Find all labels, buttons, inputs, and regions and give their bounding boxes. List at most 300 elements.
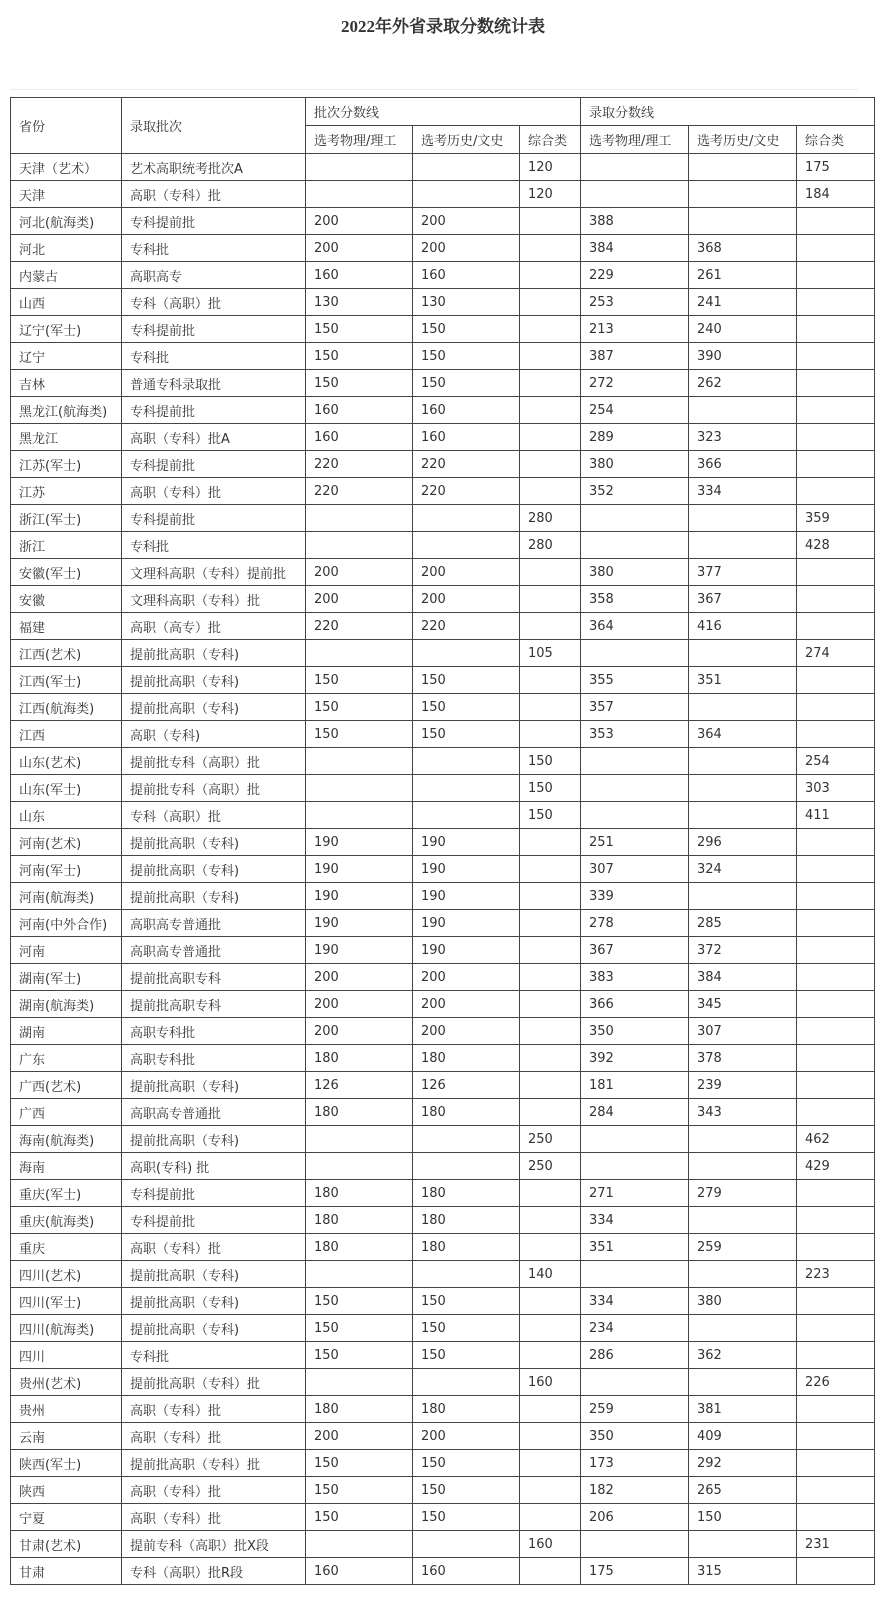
table-row <box>11 613 875 640</box>
cell-admission-history: 362 <box>689 1342 797 1369</box>
cell-admission-physics <box>581 1369 689 1396</box>
cell-province: 四川(军士) <box>11 1288 122 1315</box>
header-admission-history: 选考历史/文史 <box>689 126 797 154</box>
cell-batch-history: 190 <box>413 829 520 856</box>
cell-batch-history: 200 <box>413 1018 520 1045</box>
cell-batch-physics: 150 <box>306 316 413 343</box>
cell-batch-comprehensive <box>520 910 581 937</box>
cell-admission-physics: 339 <box>581 883 689 910</box>
table-row <box>11 1423 875 1450</box>
cell-batch: 专科提前批 <box>122 316 306 343</box>
cell-batch: 专科提前批 <box>122 505 306 532</box>
cell-batch-history <box>413 1153 520 1180</box>
cell-province: 天津（艺术） <box>11 154 122 181</box>
cell-admission-comprehensive: 428 <box>797 532 875 559</box>
cell-admission-comprehensive <box>797 370 875 397</box>
cell-province: 江西(军士) <box>11 667 122 694</box>
cell-batch-history: 200 <box>413 1423 520 1450</box>
cell-admission-history: 279 <box>689 1180 797 1207</box>
cell-province: 重庆 <box>11 1234 122 1261</box>
cell-province: 辽宁(军士) <box>11 316 122 343</box>
cell-batch-physics: 220 <box>306 613 413 640</box>
cell-batch-history: 220 <box>413 478 520 505</box>
cell-admission-history <box>689 694 797 721</box>
cell-batch-comprehensive: 280 <box>520 505 581 532</box>
cell-batch-physics: 150 <box>306 1477 413 1504</box>
cell-admission-comprehensive <box>797 1315 875 1342</box>
cell-batch-physics: 150 <box>306 667 413 694</box>
cell-admission-history: 292 <box>689 1450 797 1477</box>
table-body <box>11 154 875 1585</box>
cell-batch-physics: 200 <box>306 235 413 262</box>
table-row <box>11 1369 875 1396</box>
cell-admission-physics: 272 <box>581 370 689 397</box>
cell-batch-physics: 126 <box>306 1072 413 1099</box>
cell-batch-comprehensive: 150 <box>520 802 581 829</box>
cell-province: 广西 <box>11 1099 122 1126</box>
cell-admission-comprehensive <box>797 937 875 964</box>
cell-batch-comprehensive <box>520 1558 581 1585</box>
cell-province: 甘肃(艺术) <box>11 1531 122 1558</box>
table-row <box>11 748 875 775</box>
cell-admission-comprehensive <box>797 1045 875 1072</box>
cell-batch: 高职（专科）批 <box>122 478 306 505</box>
cell-batch-comprehensive <box>520 613 581 640</box>
cell-batch-history: 150 <box>413 694 520 721</box>
table-row <box>11 154 875 181</box>
cell-province: 福建 <box>11 613 122 640</box>
cell-admission-physics <box>581 1126 689 1153</box>
cell-admission-comprehensive: 231 <box>797 1531 875 1558</box>
table-row <box>11 1018 875 1045</box>
cell-admission-comprehensive <box>797 1099 875 1126</box>
cell-batch-physics: 180 <box>306 1207 413 1234</box>
cell-batch-history: 180 <box>413 1234 520 1261</box>
cell-batch-physics: 150 <box>306 721 413 748</box>
cell-batch-physics: 150 <box>306 1450 413 1477</box>
table-row <box>11 1477 875 1504</box>
cell-batch-history: 190 <box>413 856 520 883</box>
cell-batch-physics <box>306 775 413 802</box>
cell-batch-history: 130 <box>413 289 520 316</box>
cell-batch: 高职（专科）批 <box>122 1396 306 1423</box>
table-row <box>11 181 875 208</box>
cell-batch-physics <box>306 1126 413 1153</box>
cell-admission-history: 323 <box>689 424 797 451</box>
cell-admission-physics: 284 <box>581 1099 689 1126</box>
cell-batch-history: 200 <box>413 991 520 1018</box>
cell-batch-history <box>413 748 520 775</box>
cell-batch: 专科批 <box>122 343 306 370</box>
cell-province: 云南 <box>11 1423 122 1450</box>
table-row <box>11 937 875 964</box>
cell-batch-history <box>413 154 520 181</box>
cell-admission-physics: 358 <box>581 586 689 613</box>
cell-batch: 专科（高职）批R段 <box>122 1558 306 1585</box>
cell-batch: 提前批高职专科 <box>122 964 306 991</box>
cell-admission-comprehensive: 462 <box>797 1126 875 1153</box>
cell-batch-comprehensive <box>520 478 581 505</box>
table-row <box>11 478 875 505</box>
cell-admission-history: 296 <box>689 829 797 856</box>
cell-batch-history: 200 <box>413 208 520 235</box>
cell-admission-history: 345 <box>689 991 797 1018</box>
cell-admission-comprehensive <box>797 1423 875 1450</box>
cell-province: 河北(航海类) <box>11 208 122 235</box>
cell-batch-history <box>413 1531 520 1558</box>
cell-batch-physics: 180 <box>306 1234 413 1261</box>
cell-admission-physics <box>581 532 689 559</box>
cell-batch-physics: 180 <box>306 1180 413 1207</box>
cell-admission-comprehensive: 429 <box>797 1153 875 1180</box>
cell-admission-physics: 352 <box>581 478 689 505</box>
cell-admission-physics: 286 <box>581 1342 689 1369</box>
cell-batch: 专科提前批 <box>122 1180 306 1207</box>
cell-admission-physics <box>581 1531 689 1558</box>
cell-batch-comprehensive: 140 <box>520 1261 581 1288</box>
cell-batch-history: 150 <box>413 1315 520 1342</box>
cell-batch-physics <box>306 532 413 559</box>
cell-province: 四川(艺术) <box>11 1261 122 1288</box>
cell-batch: 艺术高职统考批次A <box>122 154 306 181</box>
cell-batch: 提前批高职（专科) <box>122 640 306 667</box>
table-row <box>11 370 875 397</box>
cell-admission-physics: 259 <box>581 1396 689 1423</box>
cell-province: 河南(艺术) <box>11 829 122 856</box>
cell-batch: 专科批 <box>122 1342 306 1369</box>
cell-batch-comprehensive <box>520 883 581 910</box>
cell-admission-comprehensive <box>797 829 875 856</box>
cell-batch-comprehensive <box>520 208 581 235</box>
cell-admission-history: 259 <box>689 1234 797 1261</box>
cell-batch-comprehensive <box>520 1018 581 1045</box>
cell-batch-comprehensive <box>520 451 581 478</box>
cell-batch-history <box>413 505 520 532</box>
cell-batch: 高职（专科）批A <box>122 424 306 451</box>
cell-admission-physics <box>581 802 689 829</box>
cell-batch-physics <box>306 1153 413 1180</box>
cell-admission-physics: 364 <box>581 613 689 640</box>
cell-admission-comprehensive <box>797 964 875 991</box>
cell-admission-history <box>689 802 797 829</box>
cell-batch-comprehensive <box>520 694 581 721</box>
cell-admission-comprehensive <box>797 1342 875 1369</box>
table-row <box>11 1288 875 1315</box>
cell-admission-history: 150 <box>689 1504 797 1531</box>
cell-admission-physics: 334 <box>581 1207 689 1234</box>
cell-admission-history: 409 <box>689 1423 797 1450</box>
cell-batch: 高职专科批 <box>122 1045 306 1072</box>
table-row <box>11 667 875 694</box>
cell-batch-comprehensive <box>520 235 581 262</box>
cell-admission-comprehensive: 359 <box>797 505 875 532</box>
cell-admission-physics: 278 <box>581 910 689 937</box>
cell-admission-history: 315 <box>689 1558 797 1585</box>
header-batch-line: 批次分数线 <box>306 98 581 126</box>
cell-batch-comprehensive <box>520 1396 581 1423</box>
cell-batch-history: 200 <box>413 235 520 262</box>
cell-admission-comprehensive <box>797 343 875 370</box>
cell-batch-history: 160 <box>413 397 520 424</box>
cell-batch-physics: 190 <box>306 856 413 883</box>
cell-admission-physics: 307 <box>581 856 689 883</box>
cell-batch-comprehensive: 105 <box>520 640 581 667</box>
table-row <box>11 586 875 613</box>
cell-province: 天津 <box>11 181 122 208</box>
cell-batch-comprehensive: 250 <box>520 1153 581 1180</box>
table-row <box>11 208 875 235</box>
cell-admission-comprehensive <box>797 478 875 505</box>
cell-admission-physics <box>581 640 689 667</box>
cell-batch-physics <box>306 154 413 181</box>
cell-admission-comprehensive <box>797 1180 875 1207</box>
cell-province: 江苏 <box>11 478 122 505</box>
cell-batch-physics: 190 <box>306 910 413 937</box>
cell-batch: 专科提前批 <box>122 451 306 478</box>
table-row <box>11 532 875 559</box>
cell-admission-history: 265 <box>689 1477 797 1504</box>
cell-batch-history <box>413 1126 520 1153</box>
table-row <box>11 397 875 424</box>
cell-admission-comprehensive <box>797 1288 875 1315</box>
cell-province: 江西(艺术) <box>11 640 122 667</box>
cell-batch-physics: 150 <box>306 1288 413 1315</box>
cell-admission-comprehensive <box>797 289 875 316</box>
cell-batch: 高职高专普通批 <box>122 910 306 937</box>
cell-batch-physics: 150 <box>306 694 413 721</box>
cell-province: 贵州(艺术) <box>11 1369 122 1396</box>
cell-admission-comprehensive <box>797 613 875 640</box>
cell-batch-physics: 200 <box>306 991 413 1018</box>
cell-admission-physics: 334 <box>581 1288 689 1315</box>
table-row <box>11 289 875 316</box>
table-row <box>11 775 875 802</box>
title-divider <box>10 89 858 90</box>
cell-batch-history: 190 <box>413 883 520 910</box>
cell-province: 安徽(军士) <box>11 559 122 586</box>
cell-province: 广西(艺术) <box>11 1072 122 1099</box>
cell-province: 浙江(军士) <box>11 505 122 532</box>
cell-batch-physics <box>306 748 413 775</box>
cell-batch-history: 180 <box>413 1045 520 1072</box>
cell-admission-physics <box>581 154 689 181</box>
header-row-group <box>11 98 875 126</box>
cell-batch-history: 150 <box>413 316 520 343</box>
cell-admission-physics: 380 <box>581 451 689 478</box>
cell-admission-physics: 254 <box>581 397 689 424</box>
cell-batch: 高职（专科）批 <box>122 1423 306 1450</box>
cell-batch: 专科批 <box>122 235 306 262</box>
table-row <box>11 1072 875 1099</box>
cell-batch: 专科批 <box>122 532 306 559</box>
cell-batch-physics: 150 <box>306 343 413 370</box>
cell-batch: 专科提前批 <box>122 1207 306 1234</box>
table-row <box>11 1504 875 1531</box>
cell-admission-physics: 367 <box>581 937 689 964</box>
cell-batch: 提前批高职（专科) <box>122 829 306 856</box>
cell-province: 海南 <box>11 1153 122 1180</box>
cell-admission-comprehensive <box>797 910 875 937</box>
cell-admission-history: 240 <box>689 316 797 343</box>
cell-admission-history: 324 <box>689 856 797 883</box>
header-admission-line: 录取分数线 <box>581 98 875 126</box>
cell-batch-history: 160 <box>413 424 520 451</box>
cell-admission-history: 343 <box>689 1099 797 1126</box>
cell-admission-physics: 251 <box>581 829 689 856</box>
cell-province: 湖南(航海类) <box>11 991 122 1018</box>
cell-batch-physics: 200 <box>306 1018 413 1045</box>
table-row <box>11 1207 875 1234</box>
cell-admission-history: 377 <box>689 559 797 586</box>
cell-batch-comprehensive <box>520 397 581 424</box>
cell-batch: 提前专科（高职）批X段 <box>122 1531 306 1558</box>
cell-admission-history <box>689 1126 797 1153</box>
cell-batch: 文理科高职（专科）批 <box>122 586 306 613</box>
cell-admission-physics: 182 <box>581 1477 689 1504</box>
cell-admission-history: 381 <box>689 1396 797 1423</box>
cell-admission-history <box>689 1315 797 1342</box>
cell-admission-comprehensive: 274 <box>797 640 875 667</box>
cell-batch-physics: 150 <box>306 1315 413 1342</box>
cell-admission-history <box>689 1207 797 1234</box>
cell-province: 河北 <box>11 235 122 262</box>
cell-admission-comprehensive: 223 <box>797 1261 875 1288</box>
cell-batch: 提前批专科（高职）批 <box>122 775 306 802</box>
cell-batch: 提前批高职（专科) <box>122 1126 306 1153</box>
cell-admission-physics: 213 <box>581 316 689 343</box>
table-row <box>11 1450 875 1477</box>
cell-province: 宁夏 <box>11 1504 122 1531</box>
cell-admission-history: 390 <box>689 343 797 370</box>
cell-batch-physics: 180 <box>306 1099 413 1126</box>
cell-batch-history <box>413 802 520 829</box>
table-row <box>11 883 875 910</box>
cell-province: 河南 <box>11 937 122 964</box>
cell-province: 江西 <box>11 721 122 748</box>
table-row <box>11 856 875 883</box>
cell-admission-history <box>689 505 797 532</box>
table-row <box>11 1099 875 1126</box>
cell-admission-comprehensive <box>797 451 875 478</box>
table-row <box>11 559 875 586</box>
cell-admission-history <box>689 181 797 208</box>
cell-batch-comprehensive: 160 <box>520 1531 581 1558</box>
cell-batch-physics <box>306 505 413 532</box>
cell-admission-physics: 271 <box>581 1180 689 1207</box>
cell-admission-history <box>689 640 797 667</box>
cell-admission-physics: 357 <box>581 694 689 721</box>
cell-batch: 提前批高职专科 <box>122 991 306 1018</box>
cell-admission-comprehensive <box>797 667 875 694</box>
cell-batch-comprehensive <box>520 1423 581 1450</box>
cell-admission-physics: 388 <box>581 208 689 235</box>
cell-admission-physics: 253 <box>581 289 689 316</box>
cell-batch-physics <box>306 640 413 667</box>
cell-admission-history: 366 <box>689 451 797 478</box>
cell-batch-comprehensive <box>520 262 581 289</box>
table-row <box>11 1045 875 1072</box>
cell-batch: 提前批高职（专科) <box>122 1288 306 1315</box>
cell-batch: 高职（专科）批 <box>122 1504 306 1531</box>
cell-admission-comprehensive <box>797 694 875 721</box>
cell-batch-physics: 200 <box>306 1423 413 1450</box>
cell-admission-physics: 355 <box>581 667 689 694</box>
cell-batch-history: 150 <box>413 721 520 748</box>
cell-batch-physics: 200 <box>306 586 413 613</box>
score-table <box>10 97 875 1585</box>
cell-batch-physics <box>306 181 413 208</box>
cell-batch-history: 180 <box>413 1396 520 1423</box>
cell-province: 四川 <box>11 1342 122 1369</box>
cell-batch-physics: 220 <box>306 478 413 505</box>
table-row <box>11 694 875 721</box>
cell-batch-history: 150 <box>413 1450 520 1477</box>
page-title: 2022年外省录取分数统计表 <box>341 17 545 36</box>
cell-batch-physics: 160 <box>306 1558 413 1585</box>
header-batch-physics: 选考物理/理工 <box>306 126 413 154</box>
cell-batch-history: 180 <box>413 1099 520 1126</box>
cell-admission-physics: 206 <box>581 1504 689 1531</box>
cell-province: 重庆(航海类) <box>11 1207 122 1234</box>
cell-admission-comprehensive <box>797 262 875 289</box>
cell-province: 贵州 <box>11 1396 122 1423</box>
cell-admission-comprehensive: 303 <box>797 775 875 802</box>
table-row <box>11 1126 875 1153</box>
cell-admission-history <box>689 748 797 775</box>
cell-province: 黑龙江(航海类) <box>11 397 122 424</box>
cell-batch-history <box>413 532 520 559</box>
cell-admission-physics <box>581 181 689 208</box>
cell-admission-history <box>689 1261 797 1288</box>
cell-batch-comprehensive <box>520 1207 581 1234</box>
cell-province: 山东 <box>11 802 122 829</box>
cell-batch-physics: 150 <box>306 370 413 397</box>
table-row <box>11 1153 875 1180</box>
cell-batch-history <box>413 1261 520 1288</box>
cell-admission-physics: 380 <box>581 559 689 586</box>
header-province: 省份 <box>11 98 122 154</box>
cell-admission-history: 416 <box>689 613 797 640</box>
table-row <box>11 1531 875 1558</box>
cell-admission-physics <box>581 1153 689 1180</box>
cell-batch: 提前批专科（高职）批 <box>122 748 306 775</box>
cell-batch-comprehensive <box>520 1045 581 1072</box>
cell-batch-comprehensive <box>520 1288 581 1315</box>
cell-batch-history: 150 <box>413 1477 520 1504</box>
cell-admission-comprehensive <box>797 883 875 910</box>
cell-province: 黑龙江 <box>11 424 122 451</box>
cell-admission-history: 364 <box>689 721 797 748</box>
cell-batch: 高职高专普通批 <box>122 937 306 964</box>
table-row <box>11 1261 875 1288</box>
cell-admission-comprehensive <box>797 856 875 883</box>
cell-admission-comprehensive <box>797 235 875 262</box>
cell-admission-comprehensive <box>797 1558 875 1585</box>
cell-batch: 提前批高职（专科) <box>122 856 306 883</box>
cell-province: 湖南(军士) <box>11 964 122 991</box>
cell-batch-comprehensive <box>520 370 581 397</box>
cell-admission-history: 334 <box>689 478 797 505</box>
table-row <box>11 802 875 829</box>
cell-batch-comprehensive <box>520 937 581 964</box>
cell-province: 江西(航海类) <box>11 694 122 721</box>
table-row <box>11 316 875 343</box>
cell-batch: 高职高专 <box>122 262 306 289</box>
cell-admission-history: 239 <box>689 1072 797 1099</box>
cell-batch-physics <box>306 1261 413 1288</box>
cell-province: 海南(航海类) <box>11 1126 122 1153</box>
cell-batch-history: 190 <box>413 937 520 964</box>
